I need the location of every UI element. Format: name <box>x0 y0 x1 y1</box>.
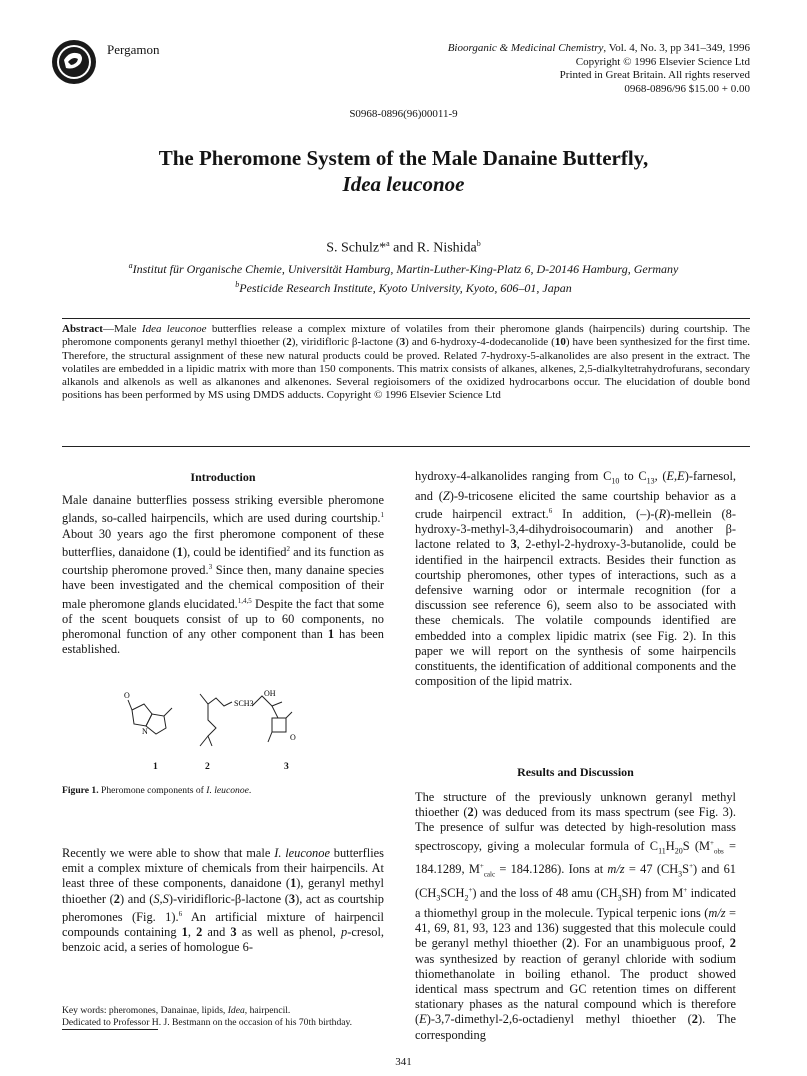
page-number: 341 <box>395 1056 412 1068</box>
abstract-bottom-rule <box>62 446 750 447</box>
o-lactone-label: O <box>290 733 296 742</box>
compound-label-2: 2 <box>205 761 210 772</box>
danaidone-structure <box>132 704 152 726</box>
dedication: Dedicated to Professor H. J. Bestmann on the occasion of his 70th birthday. <box>62 1016 353 1028</box>
journal-info <box>448 42 750 96</box>
abstract-label: Abstract <box>62 323 103 335</box>
results-heading: Results and Discussion <box>517 765 634 779</box>
abstract-top-rule <box>62 318 750 319</box>
publisher-name: Pergamon <box>107 42 160 57</box>
affiliation-a: $^a$Institut für Organische Chemie, Universität Hamburg, Martin-Luther-King-Platz 6, D-20146 Hamburg, Germany <box>128 261 679 276</box>
affiliations <box>30 258 777 296</box>
introduction-heading: Introduction <box>190 470 256 484</box>
sch3-label: SCH3 <box>234 699 254 708</box>
authors-line: S. Schulz*$^a$ and R. Nishida$^b$ <box>326 239 481 256</box>
geranyl-thioether-structure <box>200 694 232 706</box>
compound-label-3: 3 <box>284 761 289 772</box>
abstract: Abstract—Male Idea leuconoe butterflies release a complex mixture of volatiles from their pheromone glands (hairpencils) during courtship. The pheromone components geranyl methyl thioether (2), viridifloric β-lactone (3) and 6-hydroxy-4-dodecanolide (10) have been synthesized for the first time. Therefore, the structural assignment of these new natural products could be proved. Related 7-hydroxy-5-alkanolides are also present in the extract. The volatiles are embedded in a lipidic matrix with more than 150 components. This matrix consists of alkanes, alkenes, 2,5-dialkyltetrahydrofurans, secondary alkanols and alkenols as well as alkanones and alkenones. Several regioisomers of the oxidized hydrocarbons occur. The elucidation of double bond positions has been performed by MS using DMDS adducts. Copyright © 1996 Elsevier Science Ltd <box>62 323 751 402</box>
intro-paragraph-2: Recently we were able to show that male I. leuconoe butterflies emit a complex mixture of chemicals from their hairpencils. At least three of these components, danaidone (1), geranyl methyl thioether (2) and (S,S)-viridifloric-β-lactone (3), act as courtship pheromones (Fig. 1).$^6$ An artificial mixture of hairpencil compounds containing 1, 2 and 3 as well as phenol, p-cresol, benzoic acid, a series of homologue 6- <box>62 846 385 955</box>
affiliation-b: $^b$Pesticide Research Institute, Kyoto University, Kyoto, 606–01, Japan <box>235 280 572 295</box>
copyright-line: Copyright © 1996 Elsevier Science Ltd <box>575 55 750 68</box>
doi-identifier: S0968-0896(96)00011-9 <box>349 108 458 120</box>
n-label: N <box>142 727 148 736</box>
pergamon-logo-icon <box>50 38 98 86</box>
intro-paragraph-1: Male danaine butterflies possess striking eversible pheromone glands, so-called hairpencils, which are used during courtship.$^1$ About 30 years ago the first pheromone component of these butterflies, danaidone (1), could be identified$^2$ and its function as courtship pheromone proved.$^3$ Since then, many danaine species have been investigated and the chemical composition of their male pheromone glands elucidated.$^{1,4,5}$ Despite the fact that some of the scent bouquets consist of up to 60 components, no pheromonal function of any other component than 1 has been established. <box>62 493 384 657</box>
footnote-rule <box>62 1029 158 1030</box>
compound-label-1: 1 <box>153 761 158 772</box>
figure-1-caption: Figure 1. Pheromone components of I. leuconoe. <box>62 785 252 796</box>
caption-label: Figure 1. <box>62 785 99 796</box>
keywords: Key words: pheromones, Danainae, lipids, Idea, hairpencil. <box>62 1005 291 1016</box>
paper-title <box>40 145 767 197</box>
o-label: O <box>124 691 130 700</box>
intro-paragraph-3: hydroxy-4-alkanolides ranging from $C_{10}$ to $C_{13}$, (E,E)-farnesol, and (Z)-9-tricosene elicited the same courtship behavior as a crude hairpencil extract.$^6$ In addition, (–)-(R)-mellein (8-hydroxy-3-methyl-3,4-dihydroisocoumarin) and another β-lactone related to 3, 2-ethyl-2-hydroxy-3-butanolide, could be identified in the hairpencil extracts. Besides their function as courtship pheromones, other types of interactions, such as a defensive warning odor or intermale recognition (for a discussion see reference 6), seem also to be associated with these chemicals. The volatile compounds identified are embedded into a complex lipidic matrix (see Fig. 2). In this paper we will report on the synthesis of some hairpencils constituents, the identification of additional components and the composition of the lipid matrix. <box>415 469 736 689</box>
journal-name: Bioorganic & Medicinal Chemistry <box>447 42 604 54</box>
journal-volume: , Vol. 4, No. 3, pp 341–349, 1996 <box>603 42 750 54</box>
figure-1-structures <box>112 690 312 752</box>
oh-label: OH <box>264 690 276 698</box>
title-line-1: The Pheromone System of the Male Danaine Butterfly, <box>158 146 649 170</box>
title-line-2: Idea leuconoe <box>342 172 465 196</box>
price-line: 0968-0896/96 $15.00 + 0.00 <box>624 82 750 95</box>
footnotes <box>62 1005 382 1028</box>
printed-line: Printed in Great Britain. All rights reserved <box>559 69 750 81</box>
results-paragraph-1: The structure of the previously unknown geranyl methyl thioether (2) was deduced from its mass spectrum (see Fig. 3). The presence of sulfur was detected by high-resolution mass spectroscopy, giving a molecular formula of $C_{11}H_{20}S$ ($M^+_{obs} = 184.1289$, $M^+_{calc} = 184.1286$). Ions at m/z = 47 $(CH_3S^+)$ and 61 $(CH_3SCH_2^+)$ and the loss of 48 amu $(CH_3SH)$ from M+ indicated a thiomethyl group in the molecule. Typical terpenic ions (m/z = 41, 69, 81, 93, 123 and 136) suggested that this molecule could be geranyl methyl thioether (2). For an unambiguous proof, 2 was synthesized by reaction of geranyl chloride with sodium thiomethanolate in boiling ethanol. The product showed identical mass spectrum and GC retention times on different stationary phases as the natural compound which is therefore (E)-3,7-dimethyl-2,6-octadienyl methyl thioether (2). The corresponding <box>415 790 736 1042</box>
